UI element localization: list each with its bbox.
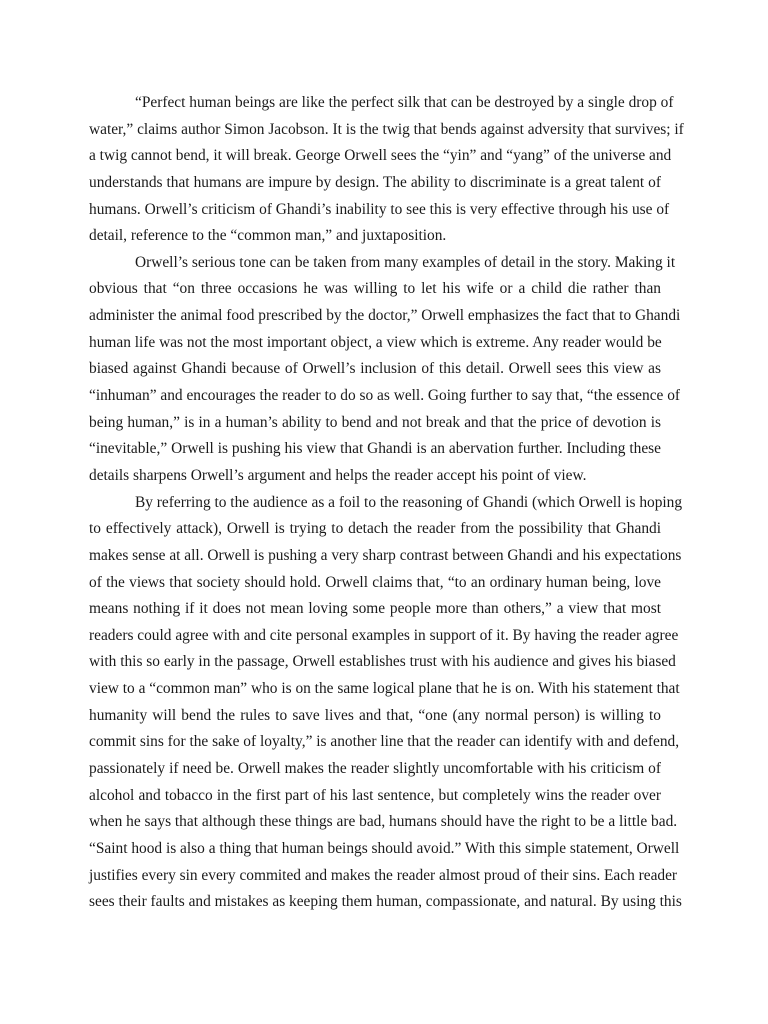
paragraph-2-line-2: obvious that “on three occasions he was willing to let his wife or a child die rather than <box>89 280 661 298</box>
paragraph-1-line-2: water,” claims author Simon Jacobson. It is the twig that bends against adversity that survives; if <box>89 120 684 138</box>
paragraph-3-line-1: By referring to the audience as a foil to the reasoning of Ghandi (which Orwell is hoping <box>135 493 683 511</box>
paragraph-2-line-6: “inhuman” and encourages the reader to do so as well. Going further to say that, “the essence of <box>89 387 681 405</box>
paragraph-3-line-8: view to a “common man” who is on the same logical plane that he is on. With his statement that <box>89 680 680 698</box>
paragraph-2-line-7: being human,” is in a human’s ability to bend and not break and that the price of devotion is <box>89 413 661 431</box>
paragraph-3-line-16: sees their faults and mistakes as keeping them human, compassionate, and natural. By using this <box>89 893 682 911</box>
paragraph-2-line-1: Orwell’s serious tone can be taken from many examples of detail in the story. Making it <box>135 253 676 271</box>
paragraph-3-line-2: to effectively attack), Orwell is trying to detach the reader from the possibility that Ghandi <box>89 520 661 538</box>
paragraph-1-line-3: a twig cannot bend, it will break. George Orwell sees the “yin” and “yang” of the universe and <box>89 147 672 165</box>
paragraph-1-line-1: “Perfect human beings are like the perfect silk that can be destroyed by a single drop of <box>135 94 674 111</box>
paragraph-3-line-3: makes sense at all. Orwell is pushing a very sharp contrast between Ghandi and his expectations <box>89 546 682 564</box>
paragraph-3-line-5: means nothing if it does not mean loving some people more than others,” a view that most <box>89 600 661 618</box>
paragraph-1-line-5: humans. Orwell’s criticism of Ghandi’s inability to see this is very effective through his use of <box>89 200 670 218</box>
paragraph-2-line-8: “inevitable,” Orwell is pushing his view that Ghandi is an abervation further. Including these <box>89 440 661 458</box>
paragraph-3-line-10: commit sins for the sake of loyalty,” is another line that the reader can identify with and defend, <box>89 733 680 751</box>
paragraph-2-line-3: administer the animal food prescribed by the doctor,” Orwell emphasizes the fact that to Ghandi <box>89 307 681 325</box>
paragraph-3-line-6: readers could agree with and cite personal examples in support of it. By having the reader agree <box>89 626 679 644</box>
paragraph-3-line-9: humanity will bend the rules to save lives and that, “one (any normal person) is willing to <box>89 706 661 724</box>
paragraph-3-line-7: with this so early in the passage, Orwell establishes trust with his audience and gives his biased <box>89 653 676 671</box>
essay-body <box>89 90 684 916</box>
paragraph-2-line-5: biased against Ghandi because of Orwell’s inclusion of this detail. Orwell sees this view as <box>89 360 661 378</box>
paragraph-2-line-9: details sharpens Orwell’s argument and helps the reader accept his point of view. <box>89 466 587 484</box>
paragraph-3-line-14: “Saint hood is also a thing that human beings should avoid.” With this simple statement, Orwell <box>89 839 680 857</box>
paragraph-1-line-4: understands that humans are impure by design. The ability to discriminate is a great talent of <box>89 173 661 191</box>
paragraph-2-line-4: human life was not the most important object, a view which is extreme. Any reader would be <box>89 333 662 351</box>
paragraph-3-line-15: justifies every sin every commited and makes the reader almost proud of their sins. Each reader <box>89 866 678 884</box>
paragraph-3-line-12: alcohol and tobacco in the first part of his last sentence, but completely wins the reader over <box>89 786 661 804</box>
paragraph-1-line-6: detail, reference to the “common man,” and juxtaposition. <box>89 227 447 245</box>
paragraph-3-line-4: of the views that society should hold. Orwell claims that, “to an ordinary human being, love <box>89 573 661 591</box>
paragraph-3-line-13: when he says that although these things are bad, humans should have the right to be a little bad. <box>89 813 678 831</box>
paragraph-3-line-11: passionately if need be. Orwell makes the reader slightly uncomfortable with his criticism of <box>89 760 661 778</box>
